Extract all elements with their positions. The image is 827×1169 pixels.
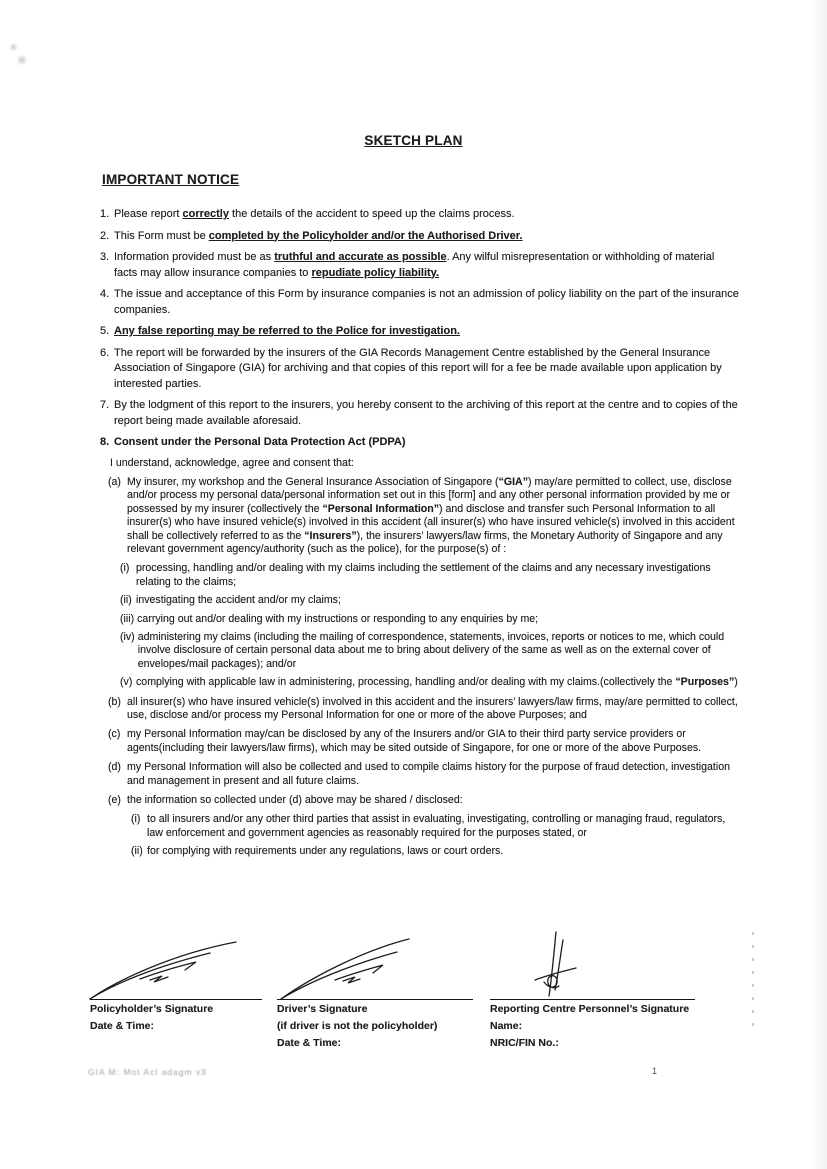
item-text: Information provided must be as truthful and accurate as possible. Any wilful misrepresentation or withholding of material facts may allow insurance companies to repudiate policy liability.	[114, 251, 715, 279]
document-title: SKETCH PLAN	[364, 133, 463, 148]
notice-item-7	[100, 398, 740, 429]
notice-item-8	[100, 435, 740, 451]
scan-speck	[16, 55, 28, 65]
consent-intro: I understand, acknowledge, agree and consent that:	[110, 456, 354, 469]
signature-label: Date & Time:	[90, 1020, 154, 1032]
consent-para-d	[108, 761, 740, 788]
sub-label: (ii)	[131, 845, 143, 858]
consent-label: (c)	[108, 728, 121, 741]
notice-item-2	[100, 229, 740, 245]
consent-sub-item-iv	[120, 631, 740, 671]
item-number: 8.	[100, 436, 110, 448]
consent-para-b	[108, 696, 740, 723]
sub-text: to all insurers and/or any other third parties that assist in evaluating, investigating, controlling or managing fraud, regulators, law enforcement and government agencies as reasonably required for the purposes stated, or	[147, 813, 726, 839]
policyholder-signature-block	[90, 930, 266, 1034]
driver-signature-block	[277, 930, 475, 1051]
consent-text: my Personal Information may/can be disclosed by any of the Insurers and/or GIA to their third party service providers or agents(including their lawyers/law firms), which may be sited outside of Singapore, for one or more of the above Purposes.	[127, 728, 702, 754]
sub-text: investigating the accident and/or my claims;	[136, 594, 341, 607]
item-number: 5.	[100, 325, 110, 337]
signature-label: Reporting Centre Personnel’s Signature	[490, 1003, 690, 1015]
sub-text: complying with applicable law in administering, processing, handling and/or dealing with my claims.(collectively the “Purposes”)	[136, 676, 738, 689]
consent-label: (a)	[108, 475, 121, 488]
consent-sub-item-ii	[120, 594, 740, 607]
consent-text: the information so collected under (d) above may be shared / disclosed:	[127, 794, 463, 807]
item-text: By the lodgment of this report to the insurers, you hereby consent to the archiving of this report at the centre and to copies of the report being made available aforesaid.	[114, 399, 738, 427]
sub-label: (iii)	[120, 612, 135, 625]
consent-label: (e)	[108, 794, 121, 807]
handwritten-signature-icon	[88, 939, 240, 1001]
form-reference-text: GIA M: Mot Acl adagm v3	[88, 1067, 207, 1077]
consent-sub-item-i	[120, 562, 740, 589]
item-text: Consent under the Personal Data Protection Act (PDPA)	[114, 436, 406, 448]
consent-sub-item-i	[131, 813, 740, 840]
consent-label: (d)	[108, 761, 121, 774]
notice-item-6	[100, 346, 740, 393]
notice-item-4	[100, 287, 740, 318]
sub-label: (ii)	[120, 594, 132, 607]
sub-text: processing, handling and/or dealing with my claims including the settlement of the claims and any necessary investigations relating to the claims;	[136, 562, 711, 588]
handwritten-signature-icon	[532, 930, 578, 998]
item-text: The issue and acceptance of this Form by insurance companies is not an admission of policy liability on the part of the insurance companies.	[114, 288, 739, 316]
item-text: Any false reporting may be referred to the Police for investigation.	[114, 325, 460, 337]
signature-label: Policyholder’s Signature	[90, 1003, 214, 1015]
signature-label: Driver’s Signature	[277, 1003, 368, 1015]
reporting-centre-signature-block	[490, 930, 698, 1051]
item-text: This Form must be completed by the Policyholder and/or the Authorised Driver.	[114, 229, 523, 242]
consent-text: My insurer, my workshop and the General Insurance Association of Singapore (“GIA”) may/are permitted to collect, use, disclose and/or process my personal data/personal information set out in this [form] and any other personal information provided by me or possessed by my insurer (collectively the “Personal Information”) and disclose and transfer such Personal Information to all insurer(s) who have insured vehicle(s) involved in this accident (all insurer(s) who have insured vehicle(s) involved in this accident shall be collectively referred to as the “Insurers”), the insurers’ lawyers/law firms, the Monetary Authority of Singapore and any relevant government agency/authority (such as the police), for the purpose(s) of :	[127, 475, 735, 555]
notice-item-5	[100, 324, 740, 340]
item-number: 1.	[100, 208, 110, 220]
consent-para-e	[108, 794, 740, 859]
reporting-centre-signature-scribble-area	[490, 930, 698, 998]
driver-signature-scribble-area	[277, 930, 475, 998]
consent-sub-item-v	[120, 676, 740, 689]
signature-rule	[490, 999, 695, 1000]
consent-sub-item-ii	[131, 845, 740, 858]
item-number: 4.	[100, 288, 110, 300]
consent-sub-list	[131, 813, 740, 858]
signature-label: (if driver is not the policyholder)	[277, 1020, 438, 1032]
policyholder-signature-scribble-area	[90, 930, 266, 998]
item-text: The report will be forwarded by the insurers of the GIA Records Management Centre established by the General Insurance Association of Singapore (GIA) for archiving and that copies of this report will for a fee be made available upon application by interested parties.	[114, 346, 722, 390]
sub-text: for complying with requirements under any regulations, laws or court orders.	[147, 845, 504, 858]
page-number: 1	[652, 1066, 658, 1076]
consent-label: (b)	[108, 695, 121, 708]
item-number: 7.	[100, 399, 110, 411]
handwritten-signature-icon	[279, 937, 429, 1001]
notice-item-3	[100, 250, 740, 281]
item-number: 2.	[100, 229, 110, 242]
signature-label: Name:	[490, 1020, 523, 1032]
notice-item-1	[100, 207, 740, 223]
item-number: 6.	[100, 346, 110, 359]
consent-text: all insurer(s) who have insured vehicle(s) involved in this accident and the insurers’ lawyers/law firms, may/are permitted to collect, use, disclose and/or process my Personal Information for one or more of the above Purposes; and	[127, 695, 738, 721]
consent-para-c	[108, 728, 740, 755]
item-text: Please report correctly the details of the accident to speed up the claims process.	[114, 208, 515, 220]
notice-list	[100, 207, 740, 859]
scan-speck	[9, 43, 18, 51]
consent-text: my Personal Information will also be collected and used to compile claims history for the purpose of fraud detection, investigation and management in present and all future claims.	[127, 761, 730, 787]
consent-sub-item-iii	[120, 613, 740, 626]
sub-label: (i)	[131, 813, 141, 826]
sub-text: administering my claims (including the mailing of correspondence, statements, invoices, reports or notices to me, which could involve disclosure of certain personal data about me to bring about delivery of the same as well as on the external cover of envelopes/mail packages); and/or	[137, 630, 725, 670]
signature-label: NRIC/FIN No.:	[490, 1037, 559, 1049]
signature-section	[0, 930, 827, 1080]
important-notice-heading: IMPORTANT NOTICE	[102, 172, 240, 187]
sub-text: carrying out and/or dealing with my instructions or responding to any enquiries by me;	[137, 612, 539, 625]
sub-label: (iv)	[120, 630, 135, 643]
signature-label: Date & Time:	[277, 1037, 341, 1049]
sub-label: (v)	[120, 676, 133, 689]
item-number: 3.	[100, 251, 110, 263]
sub-label: (i)	[120, 562, 130, 575]
consent-sub-list	[120, 562, 740, 689]
consent-para-a	[108, 476, 740, 690]
pdpa-consent-section	[100, 457, 740, 859]
